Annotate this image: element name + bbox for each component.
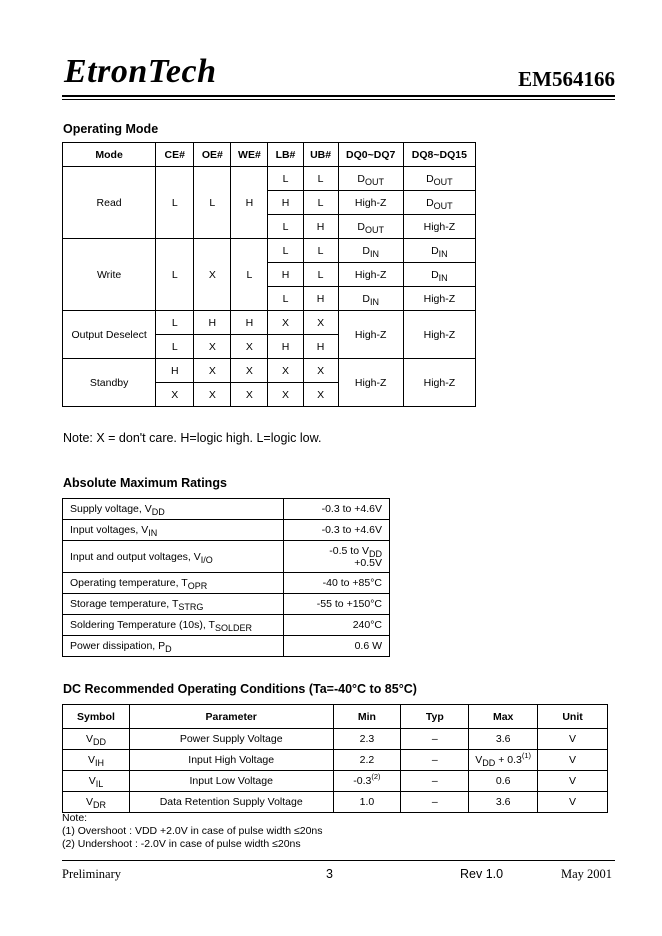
table-row [63, 311, 476, 335]
operating-mode-table [62, 142, 476, 407]
table-cell: X [156, 383, 194, 407]
table-row [63, 750, 608, 771]
column-header: UB# [303, 143, 338, 167]
column-header: DQ0~DQ7 [338, 143, 403, 167]
dc-conditions-table [62, 704, 608, 813]
table-cell: X [303, 383, 338, 407]
param-cell: Storage temperature, $T_{STRG}$ [63, 594, 284, 615]
column-header: DQ8~DQ15 [403, 143, 475, 167]
param-cell: Input and output voltages, $V_{I/O}$ [63, 541, 284, 573]
min-cell: -0.3$^{(2)}$ [333, 771, 401, 792]
max-cell: 0.6 [469, 771, 538, 792]
table-cell: $D_{OUT}$ [338, 215, 403, 239]
symbol-cell: $V_{DR}$ [63, 792, 130, 813]
table-row [63, 771, 608, 792]
symbol-cell: $V_{IL}$ [63, 771, 130, 792]
table-cell: L [268, 287, 303, 311]
value-cell: 240°C [284, 615, 390, 636]
column-header: Typ [401, 705, 469, 729]
table-cell: $D_{IN}$ [403, 239, 475, 263]
table-cell: High-Z [338, 359, 403, 407]
value-cell: -0.3 to +4.6V [284, 499, 390, 520]
table-cell: High-Z [403, 359, 475, 407]
table-row [63, 615, 390, 636]
value-cell: -40 to +85°C [284, 573, 390, 594]
symbol-cell: $V_{IH}$ [63, 750, 130, 771]
param-cell: Operating temperature, $T_{OPR}$ [63, 573, 284, 594]
footer-revision: Rev 1.0 [460, 867, 504, 881]
column-header: Min [333, 705, 401, 729]
table-row [63, 729, 608, 750]
table-cell: High-Z [338, 263, 403, 287]
typ-cell: – [401, 750, 469, 771]
table-cell: H [303, 215, 338, 239]
table-cell: L [303, 191, 338, 215]
max-cell: $V_{DD} + 0.3^{(1)}$ [469, 750, 538, 771]
footer-page-number: 3 [326, 867, 333, 881]
table-cell: H [303, 287, 338, 311]
table-cell: L [156, 239, 194, 311]
table-cell: L [303, 263, 338, 287]
mode-standby: Standby [63, 359, 156, 407]
part-number: EM564166 [518, 67, 615, 91]
max-cell: 3.6 [469, 792, 538, 813]
table-row [63, 594, 390, 615]
table-row [63, 573, 390, 594]
table-row [63, 792, 608, 813]
column-header: Max [469, 705, 538, 729]
column-header: LB# [268, 143, 303, 167]
table-cell: H [231, 311, 268, 335]
column-header: Parameter [129, 705, 333, 729]
table-cell: X [303, 359, 338, 383]
table-cell: X [231, 359, 268, 383]
table-cell: X [231, 383, 268, 407]
abs-max-title: Absolute Maximum Ratings [63, 476, 227, 490]
param-cell: Data Retention Supply Voltage [129, 792, 333, 813]
operating-mode-note: Note: X = don't care. H=logic high. L=logic low. [63, 431, 322, 445]
value-cell: -0.5 to $V_{DD}$ +0.5V [284, 541, 390, 573]
header-rule [62, 95, 615, 97]
operating-mode-title: Operating Mode [63, 122, 159, 136]
table-cell: L [156, 335, 194, 359]
footer-date: May 2001 [561, 867, 613, 881]
typ-cell: – [401, 792, 469, 813]
column-header: Mode [63, 143, 156, 167]
column-header: Symbol [63, 705, 130, 729]
table-cell: L [268, 239, 303, 263]
table-cell: L [303, 239, 338, 263]
table-row [63, 636, 390, 657]
max-cell: 3.6 [469, 729, 538, 750]
table-cell: $D_{IN}$ [338, 239, 403, 263]
column-header: WE# [231, 143, 268, 167]
unit-cell: V [538, 792, 608, 813]
value-cell: 0.6 W [284, 636, 390, 657]
table-cell: L [268, 167, 303, 191]
table-cell: X [303, 311, 338, 335]
table-cell: L [156, 311, 194, 335]
mode-write: Write [63, 239, 156, 311]
value-cell: -55 to +150°C [284, 594, 390, 615]
abs-max-table [62, 498, 390, 657]
table-header-row [63, 705, 608, 729]
table-cell: H [194, 311, 231, 335]
table-cell: L [156, 167, 194, 239]
table-cell: H [268, 191, 303, 215]
table-row [63, 359, 476, 383]
table-cell: L [194, 167, 231, 239]
unit-cell: V [538, 729, 608, 750]
table-cell: H [231, 167, 268, 239]
table-cell: X [268, 383, 303, 407]
mode-read: Read [63, 167, 156, 239]
table-cell: H [268, 335, 303, 359]
table-cell: $D_{OUT}$ [338, 167, 403, 191]
param-cell: Input voltages, $V_{IN}$ [63, 520, 284, 541]
table-cell: High-Z [403, 311, 475, 359]
dc-note-2: (2) Undershoot : -2.0V in case of pulse width ≤20ns [62, 838, 301, 850]
company-logo: EtronTech [64, 53, 217, 90]
table-cell: High-Z [338, 311, 403, 359]
table-cell: H [303, 335, 338, 359]
table-cell: X [194, 383, 231, 407]
footer-rule [62, 860, 615, 861]
unit-cell: V [538, 771, 608, 792]
table-cell: $D_{OUT}$ [403, 191, 475, 215]
column-header: OE# [194, 143, 231, 167]
table-header-row [63, 143, 476, 167]
param-cell: Input Low Voltage [129, 771, 333, 792]
table-cell: High-Z [338, 191, 403, 215]
table-cell: X [268, 311, 303, 335]
table-cell: High-Z [403, 287, 475, 311]
dc-title: DC Recommended Operating Conditions (Ta=-40°C to 85°C) [63, 682, 417, 696]
param-cell: Power Supply Voltage [129, 729, 333, 750]
typ-cell: – [401, 729, 469, 750]
table-row [63, 239, 476, 263]
param-cell: Input High Voltage [129, 750, 333, 771]
table-cell: $D_{IN}$ [403, 263, 475, 287]
table-cell: L [231, 239, 268, 311]
table-cell: High-Z [403, 215, 475, 239]
table-cell: X [268, 359, 303, 383]
min-cell: 2.3 [333, 729, 401, 750]
mode-output-deselect: Output Deselect [63, 311, 156, 359]
min-cell: 1.0 [333, 792, 401, 813]
table-cell: H [156, 359, 194, 383]
footer-status: Preliminary [62, 867, 122, 881]
param-cell: Supply voltage, $V_{DD}$ [63, 499, 284, 520]
table-cell: $D_{IN}$ [338, 287, 403, 311]
table-cell: X [231, 335, 268, 359]
table-cell: L [303, 167, 338, 191]
table-cell: L [268, 215, 303, 239]
dc-note-label: Note: [62, 812, 88, 824]
table-row [63, 167, 476, 191]
header-rule-thin [62, 99, 615, 100]
table-cell: X [194, 359, 231, 383]
column-header: Unit [538, 705, 608, 729]
min-cell: 2.2 [333, 750, 401, 771]
table-row [63, 541, 390, 573]
symbol-cell: $V_{DD}$ [63, 729, 130, 750]
column-header: CE# [156, 143, 194, 167]
param-cell: Power dissipation, $P_D$ [63, 636, 284, 657]
param-cell: Soldering Temperature (10s), $T_{SOLDER}$ [63, 615, 284, 636]
table-row [63, 520, 390, 541]
typ-cell: – [401, 771, 469, 792]
table-row [63, 499, 390, 520]
table-cell: X [194, 239, 231, 311]
table-cell: $D_{OUT}$ [403, 167, 475, 191]
table-cell: H [268, 263, 303, 287]
unit-cell: V [538, 750, 608, 771]
value-cell: -0.3 to +4.6V [284, 520, 390, 541]
dc-note-1: (1) Overshoot : VDD +2.0V in case of pulse width ≤20ns [62, 825, 323, 837]
table-cell: X [194, 335, 231, 359]
